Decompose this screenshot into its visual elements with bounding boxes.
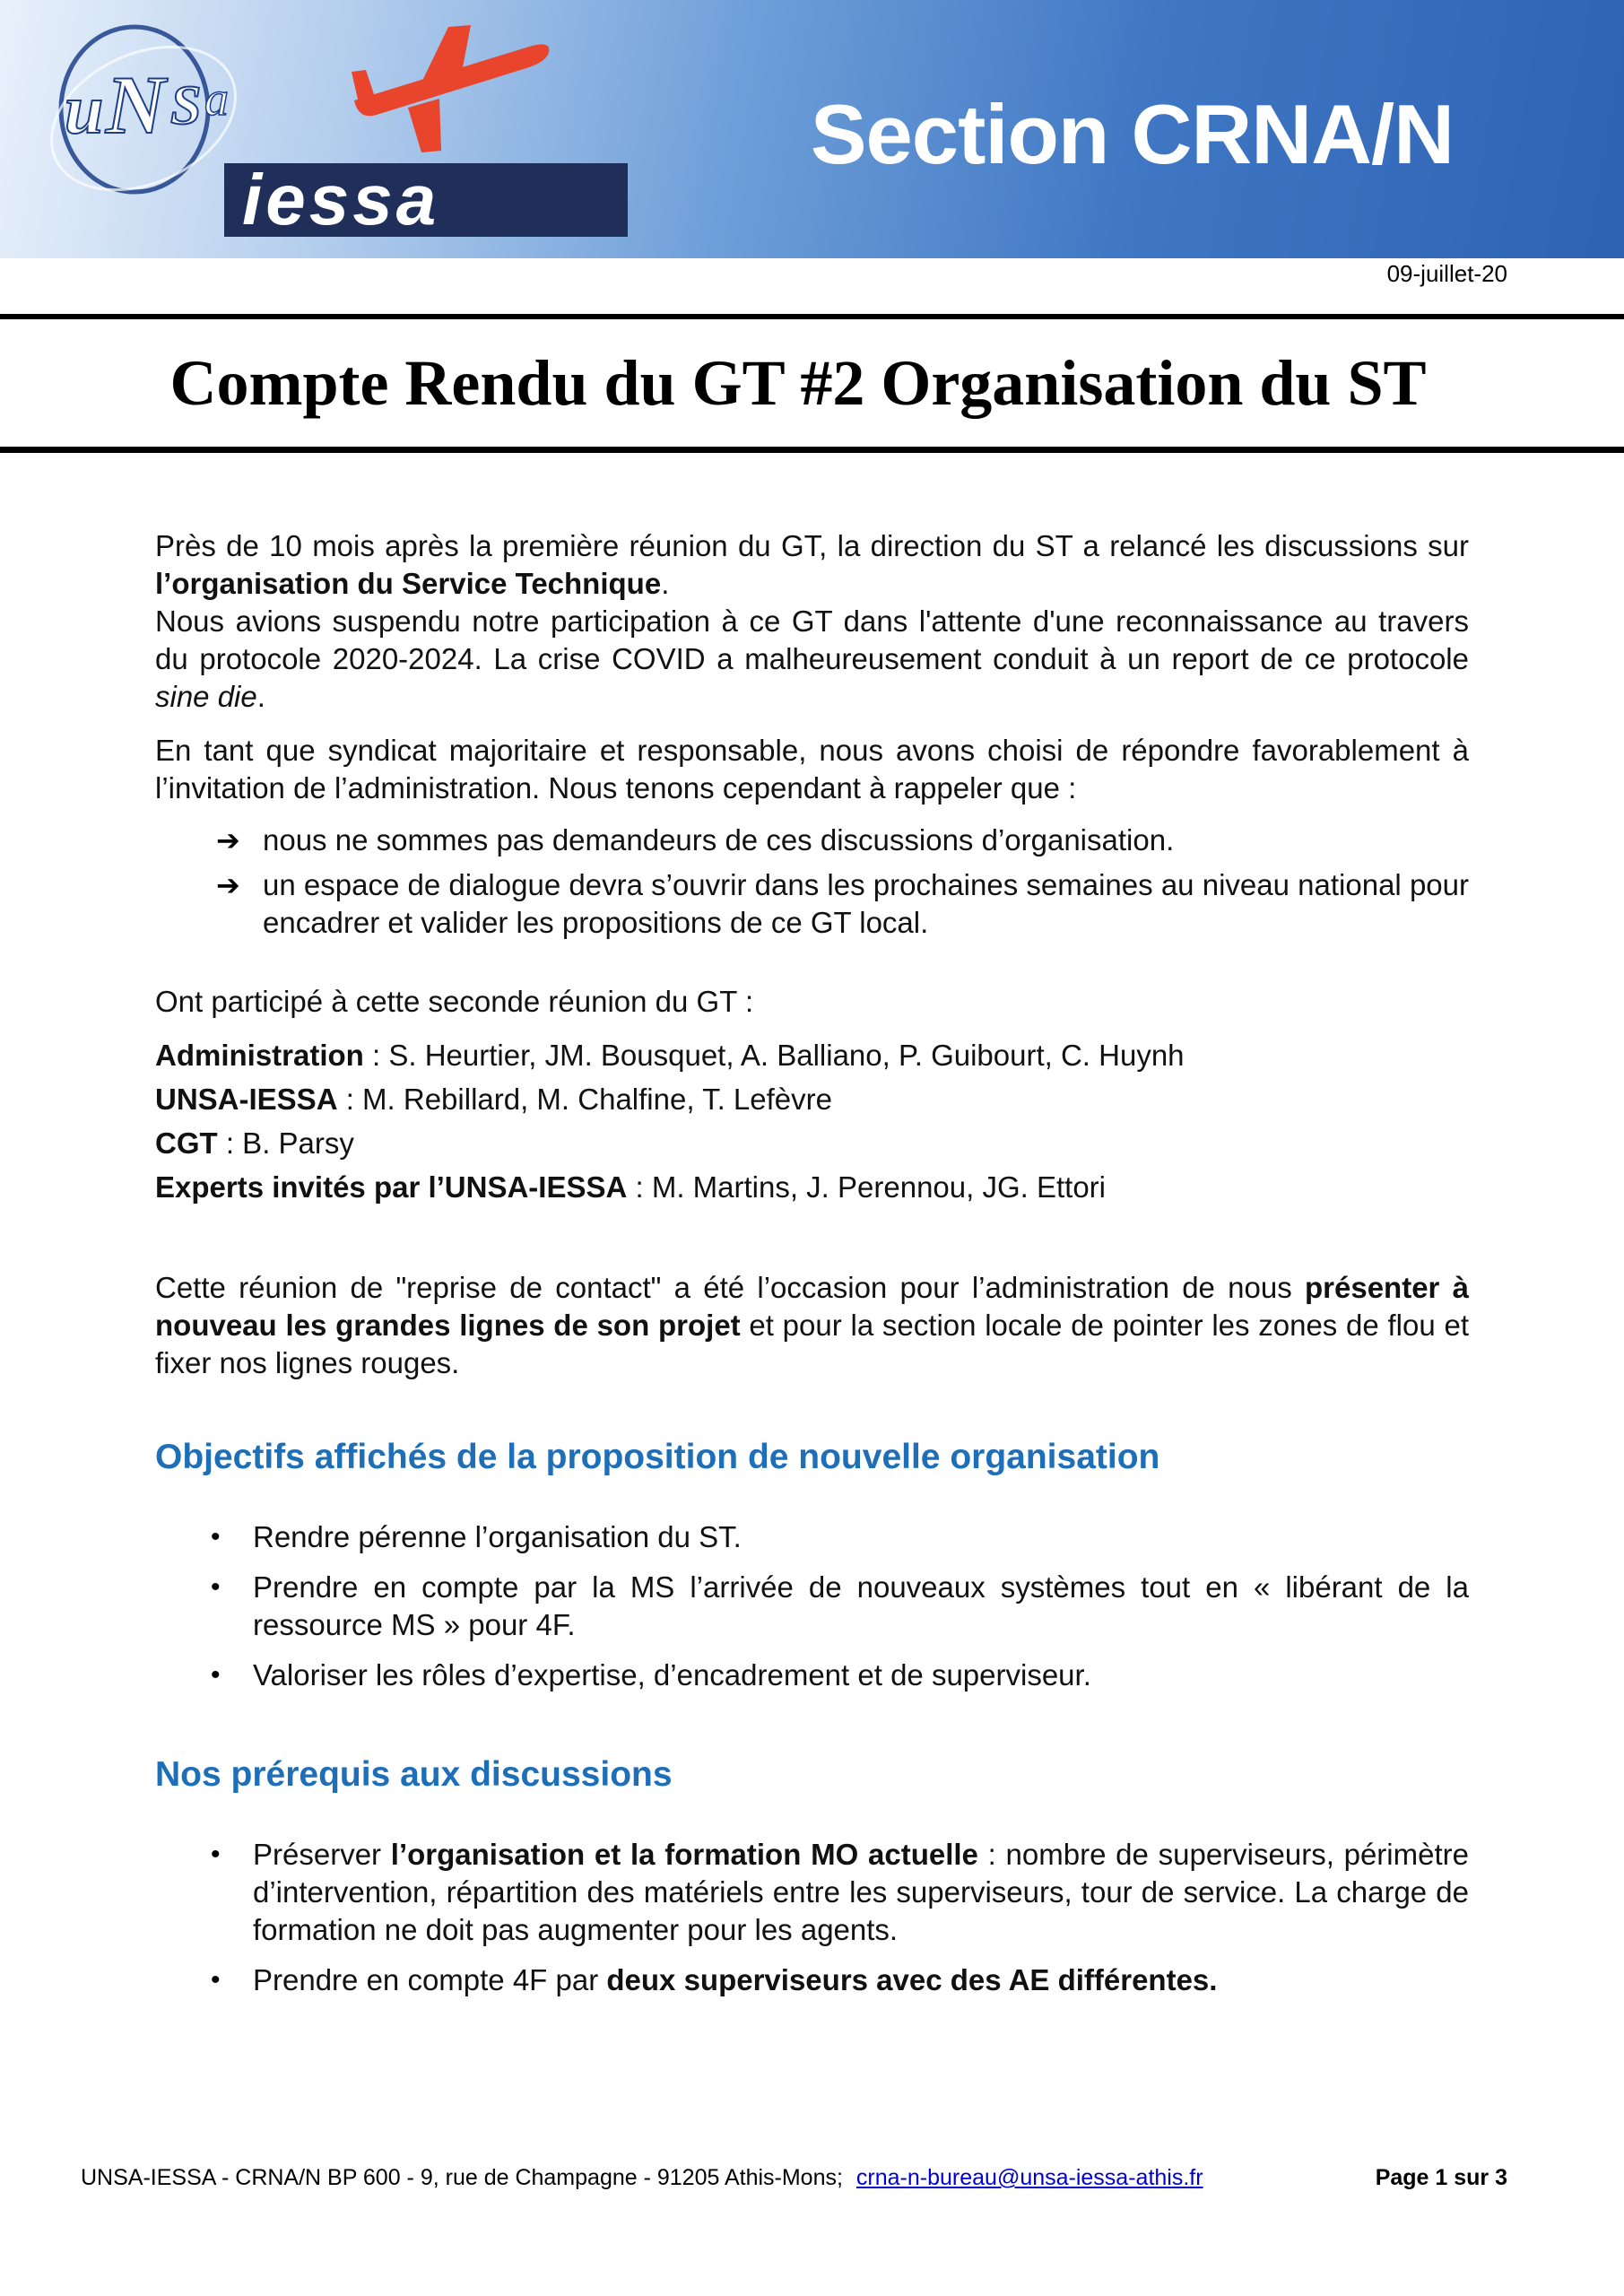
document-body — [155, 527, 1469, 2012]
prereqs-list — [155, 1836, 1469, 1999]
participants-block — [155, 983, 1469, 1206]
bullet-icon: • — [211, 1839, 221, 1869]
title-rule-top — [0, 314, 1624, 319]
list-item: ➔ un espace de dialogue devra s’ouvrir dans les prochaines semaines au niveau national pour encadrer et valider les propositions de ce GT local. — [216, 868, 1469, 939]
page-footer — [81, 2165, 1507, 2191]
document-date: 09-juillet-20 — [1386, 260, 1507, 287]
list-item: ➔ nous ne sommes pas demandeurs de ces discussions d’organisation. — [155, 822, 1469, 859]
intro-paragraph-2: Nous avions suspendu notre participation à ce GT dans l'attente d'une reconnaissance au travers du protocole 2020-2024. La crise COVID a malheureusement conduit à un report de ce protocole sine die. — [155, 604, 1469, 713]
document-title: Compte Rendu du GT #2 Organisation du ST — [169, 347, 1427, 419]
objectives-list — [155, 1518, 1469, 1694]
svg-text:S: S — [170, 75, 202, 136]
footer-address: UNSA-IESSA - CRNA/N BP 600 - 9, rue de Champagne - 91205 Athis-Mons; — [81, 2165, 843, 2190]
bullet-icon: • — [211, 1522, 221, 1552]
svg-text:N: N — [106, 59, 166, 151]
bullet-icon: • — [211, 1965, 221, 1995]
arrow-right-icon: ➔ — [216, 824, 240, 857]
header-banner — [0, 0, 1624, 258]
intro-paragraph-3: En tant que syndicat majoritaire et responsable, nous avons choisi de répondre favorablement à l’invitation de l’administration. Nous tenons cependant à rappeler que : — [155, 734, 1469, 804]
participants-intro: Ont participé à cette seconde réunion du GT : — [155, 985, 754, 1018]
bullet-icon: • — [211, 1660, 221, 1690]
page-number: Page 1 sur 3 — [1375, 2165, 1507, 2190]
svg-text:iessa: iessa — [242, 160, 440, 239]
plane-icon — [352, 25, 549, 152]
title-rule-bottom — [0, 447, 1624, 453]
svg-text:a: a — [204, 72, 229, 126]
participant-row: UNSA-IESSA : M. Rebillard, M. Chalfine, T. Lefèvre — [155, 1083, 832, 1116]
footer-email-link[interactable]: crna-n-bureau@unsa-iessa-athis.fr — [855, 2165, 1203, 2190]
list-item: • Préserver l’organisation et la formation MO actuelle : nombre de superviseurs, périmètre d’intervention, répartition des matériels entre les superviseurs, tour de service. La charge de formation ne doit pas augmenter pour les agents. — [211, 1838, 1469, 1946]
participant-row: Administration : S. Heurtier, JM. Bousquet, A. Balliano, P. Guibourt, C. Huynh — [155, 1039, 1185, 1072]
participant-row: Experts invités par l’UNSA-IESSA : M. Martins, J. Perennou, JG. Ettori — [155, 1170, 1106, 1204]
objectives-heading: Objectifs affichés de la proposition de nouvelle organisation — [155, 1438, 1160, 1476]
list-item: • Prendre en compte 4F par deux superviseurs avec des AE différentes. — [155, 1961, 1469, 1999]
meeting-paragraph: Cette réunion de "reprise de contact" a été l’occasion pour l’administration de nous présenter à nouveau les grandes lignes de son projet et pour la section locale de pointer les zones de flou et fixer nos lignes rouges. — [155, 1271, 1469, 1379]
list-item: • Valoriser les rôles d’expertise, d’encadrement et de superviseur. — [155, 1657, 1469, 1694]
section-title: Section CRNA/N — [810, 87, 1454, 181]
unsa-iessa-logo — [0, 0, 682, 258]
reminder-list — [155, 822, 1469, 942]
prereqs-heading: Nos prérequis aux discussions — [155, 1755, 673, 1794]
intro-paragraph-1: Près de 10 mois après la première réunion du GT, la direction du ST a relancé les discussions sur l’organisation du Service Technique. — [155, 529, 1469, 600]
participant-row: CGT : B. Parsy — [155, 1126, 354, 1160]
svg-text:u: u — [65, 70, 104, 148]
bullet-icon: • — [211, 1572, 221, 1602]
list-item: • Prendre en compte par la MS l’arrivée de nouveaux systèmes tout en « libérant de la ressource MS » pour 4F. — [211, 1570, 1469, 1641]
list-item: • Rendre pérenne l’organisation du ST. — [155, 1518, 1469, 1556]
arrow-right-icon: ➔ — [216, 869, 240, 901]
